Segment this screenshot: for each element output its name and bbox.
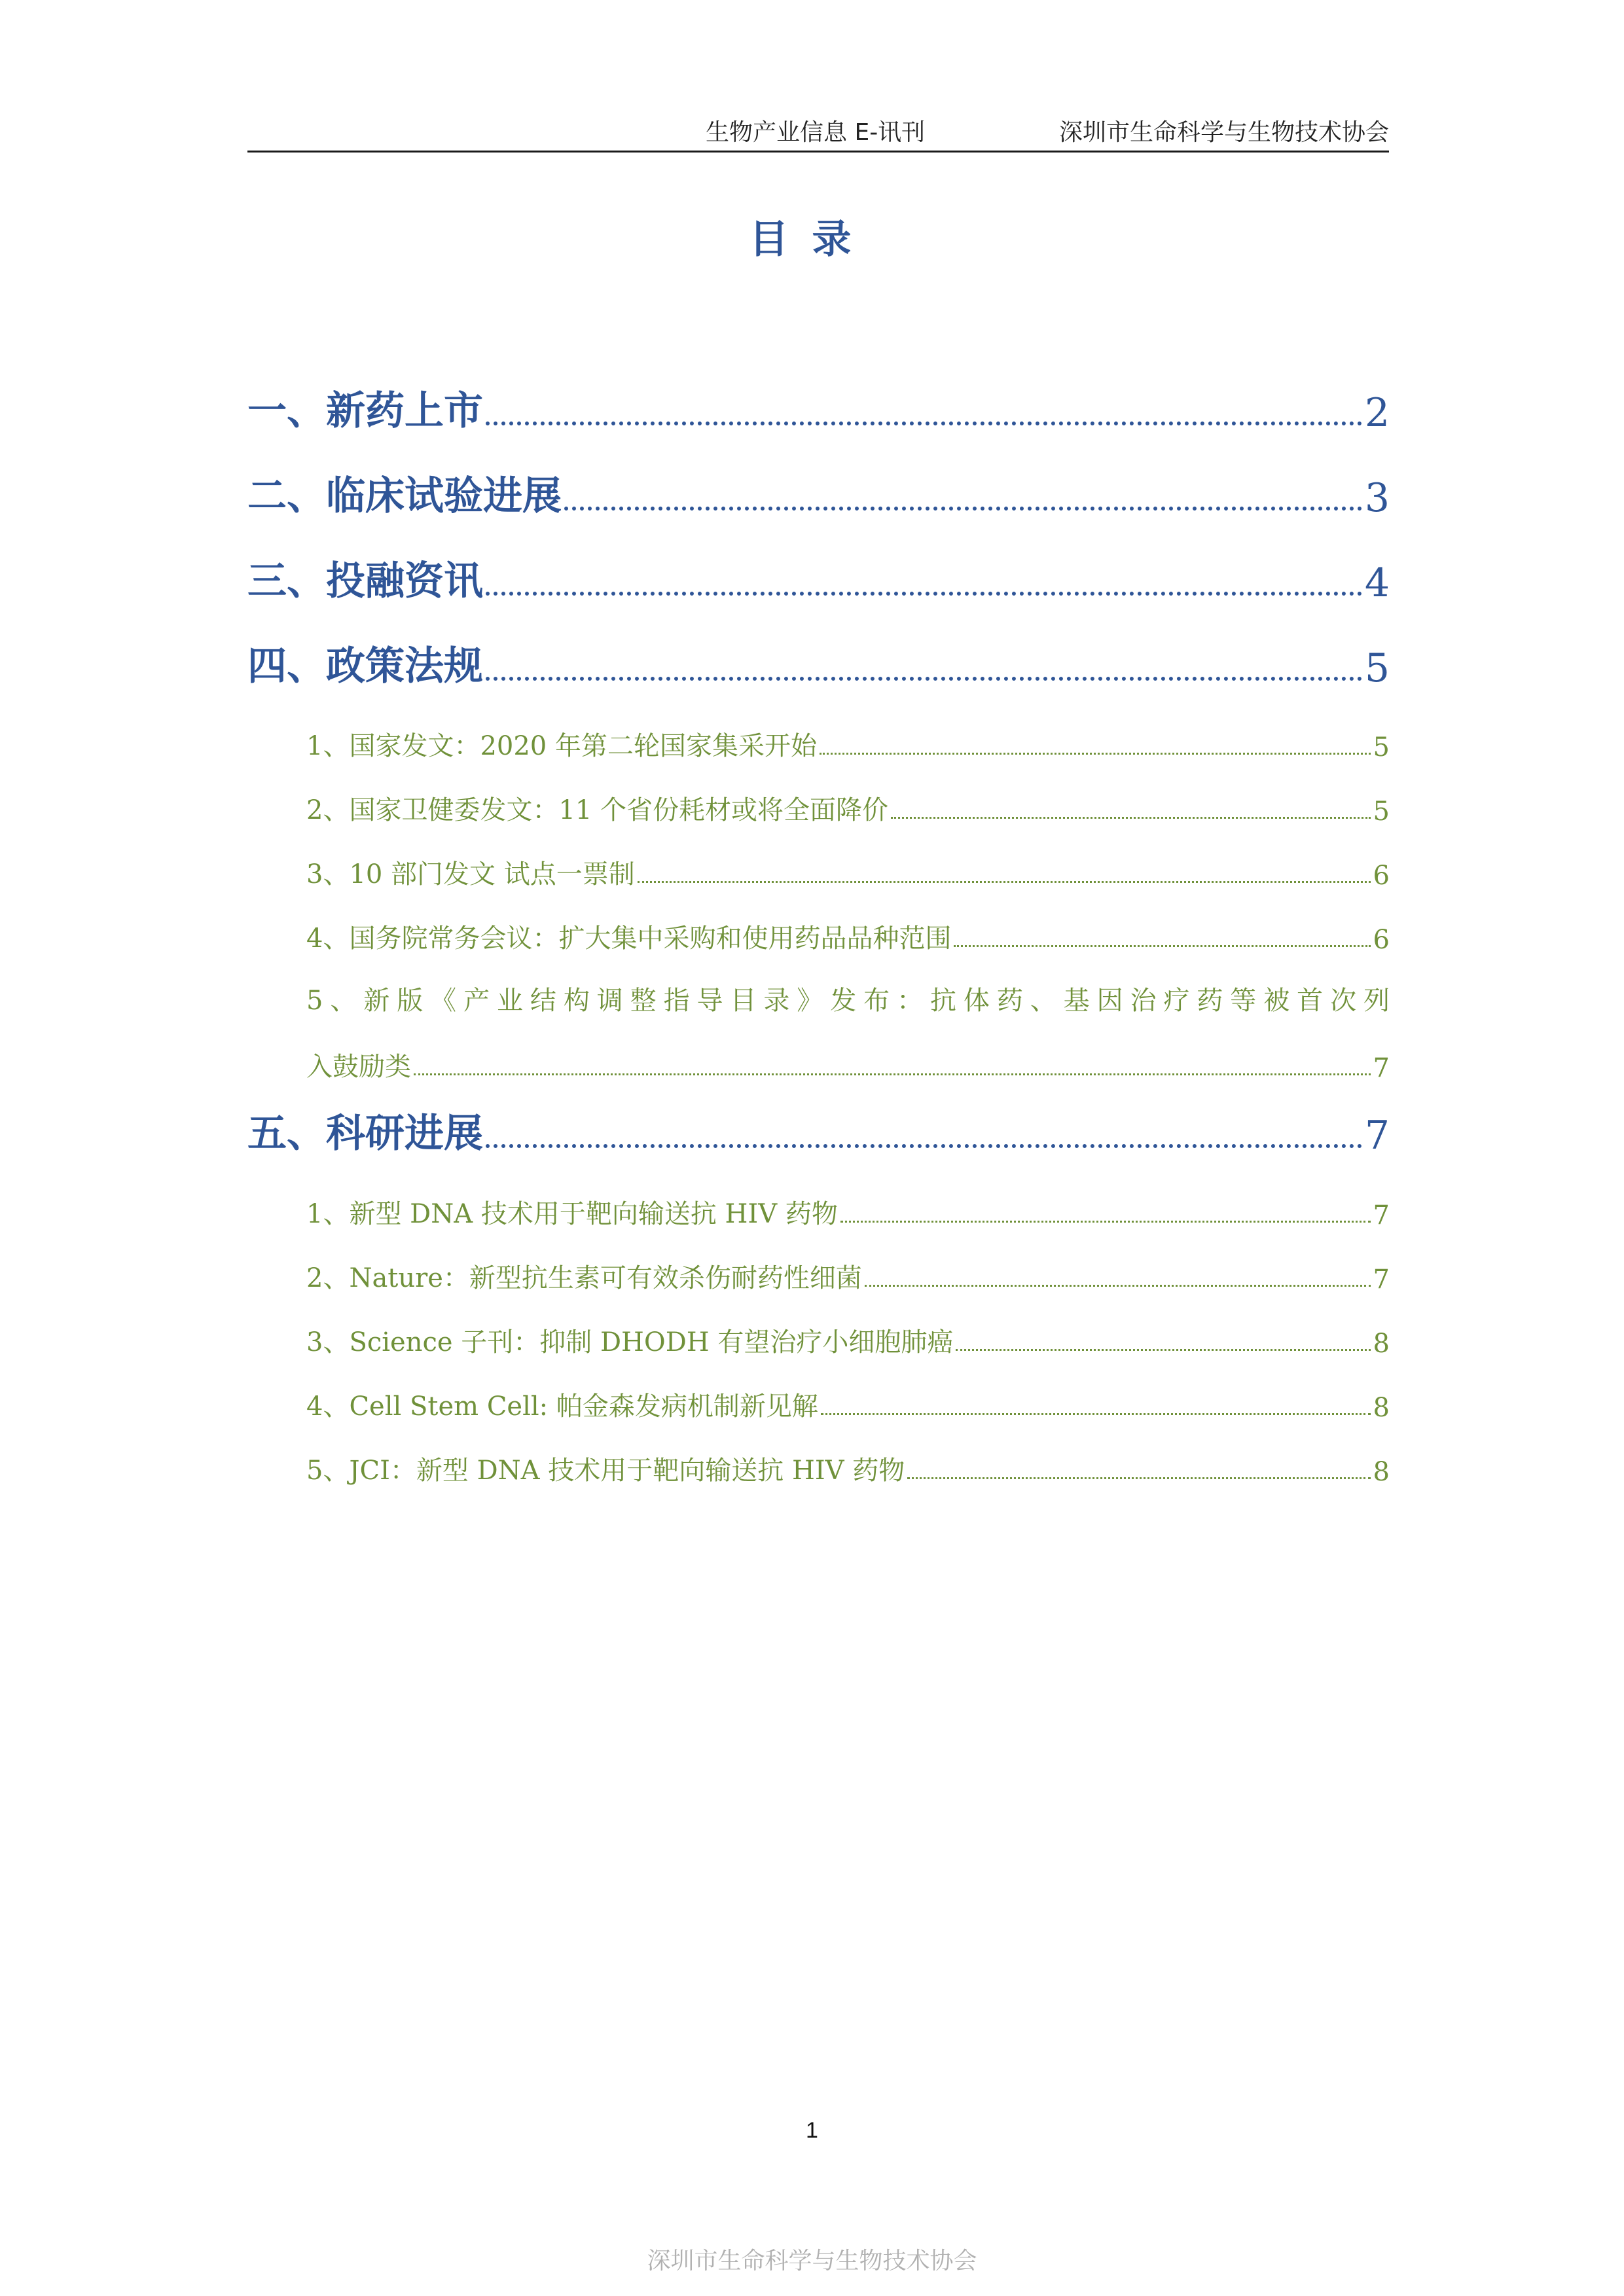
dot-leader <box>891 817 1370 819</box>
dot-leader <box>954 945 1370 947</box>
toc-entry-subitem[interactable] <box>306 1255 1390 1295</box>
toc-entry-subitem[interactable] <box>306 852 1390 891</box>
toc-entry-label-line2: 入鼓励类 <box>306 1052 411 1082</box>
toc-entry-label: 五、科研进展 <box>247 1111 483 1157</box>
toc-entry-label: 一、新药上市 <box>247 388 483 434</box>
toc-entry-page: 4 <box>1364 560 1390 606</box>
toc-entry-label: 4、Cell Stem Cell: 帕金森发病机制新见解 <box>306 1391 818 1422</box>
toc-entry-subitem[interactable] <box>306 1448 1390 1487</box>
page-number: 1 <box>806 2118 818 2143</box>
toc-entry-page: 7 <box>1373 1053 1390 1083</box>
toc-entry-subitem[interactable] <box>306 1319 1390 1359</box>
dot-leader <box>564 507 1362 511</box>
toc-entry-label: 二、临床试验进展 <box>247 473 562 519</box>
toc-entry-label: 4、国务院常务会议：扩大集中采购和使用药品品种范围 <box>306 924 952 954</box>
header-organization: 深圳市生命科学与生物技术协会 <box>1058 119 1389 146</box>
toc-entry-page: 5 <box>1364 645 1390 691</box>
toc-entry-subitem[interactable] <box>306 1044 1390 1083</box>
toc-entry-page: 8 <box>1373 1329 1390 1359</box>
toc-entry-label: 5、JCI：新型 DNA 技术用于靶向输送抗 HIV 药物 <box>306 1456 905 1486</box>
toc-entry-section[interactable] <box>247 554 1390 606</box>
page-header <box>247 110 1389 152</box>
toc-entry-label: 2、国家卫健委发文：11 个省份耗材或将全面降价 <box>306 795 889 825</box>
toc-entry-page: 7 <box>1364 1113 1390 1158</box>
dot-leader <box>907 1477 1370 1479</box>
dot-leader <box>956 1349 1370 1351</box>
toc-entry-page: 7 <box>1373 1265 1390 1295</box>
toc-entry-label: 1、新型 DNA 技术用于靶向输送抗 HIV 药物 <box>306 1199 838 1229</box>
dot-leader <box>486 1144 1362 1148</box>
dot-leader <box>486 422 1362 425</box>
toc-entry-label: 3、10 部门发文 试点一票制 <box>306 859 635 889</box>
dot-leader <box>638 881 1371 883</box>
toc-entry-label: 三、投融资讯 <box>247 558 483 604</box>
toc-entry-label: 2、Nature：新型抗生素可有效杀伤耐药性细菌 <box>306 1263 862 1293</box>
dot-leader <box>821 1413 1371 1415</box>
toc-entry-page: 5 <box>1373 732 1390 762</box>
toc-entry-label-line1[interactable]: 5、新版《产业结构调整指导目录》发布：抗体药、基因治疗药等被首次列 <box>306 986 1390 1016</box>
toc-entry-subitem[interactable] <box>306 916 1390 955</box>
dot-leader <box>414 1073 1371 1075</box>
toc-title: 目录 <box>749 217 875 262</box>
toc-entry-label: 四、政策法规 <box>247 643 483 689</box>
toc-entry-page: 6 <box>1373 925 1390 955</box>
toc-entry-page: 5 <box>1373 797 1390 827</box>
toc-entry-page: 8 <box>1373 1393 1390 1423</box>
toc-entry-subitem[interactable] <box>306 1384 1390 1423</box>
toc-entry-subitem[interactable] <box>306 787 1390 827</box>
toc-entry-section[interactable] <box>247 1106 1390 1158</box>
toc-entry-page: 2 <box>1364 390 1390 436</box>
dot-leader <box>820 753 1371 755</box>
footer-organization: 深圳市生命科学与生物技术协会 <box>647 2248 977 2274</box>
dot-leader <box>865 1285 1371 1287</box>
toc-entry-label: 3、Science 子刊：抑制 DHODH 有望治疗小细胞肺癌 <box>306 1327 954 1357</box>
toc-entry-section[interactable] <box>247 469 1390 521</box>
toc-entry-page: 3 <box>1364 475 1390 521</box>
toc-entry-label: 1、国家发文：2020 年第二轮国家集采开始 <box>306 731 817 761</box>
toc-entry-page: 7 <box>1373 1200 1390 1230</box>
toc-entry-page: 6 <box>1373 861 1390 891</box>
toc-entry-page: 8 <box>1373 1457 1390 1487</box>
publication-title: 生物产业信息 E-讯刊 <box>706 119 926 146</box>
toc-entry-subitem[interactable] <box>306 1191 1390 1230</box>
dot-leader <box>486 677 1362 681</box>
toc-entry-section[interactable] <box>247 384 1390 436</box>
toc-entry-section[interactable] <box>247 639 1390 691</box>
toc-entry-subitem[interactable] <box>306 723 1390 762</box>
dot-leader <box>486 592 1362 596</box>
dot-leader <box>840 1221 1371 1223</box>
